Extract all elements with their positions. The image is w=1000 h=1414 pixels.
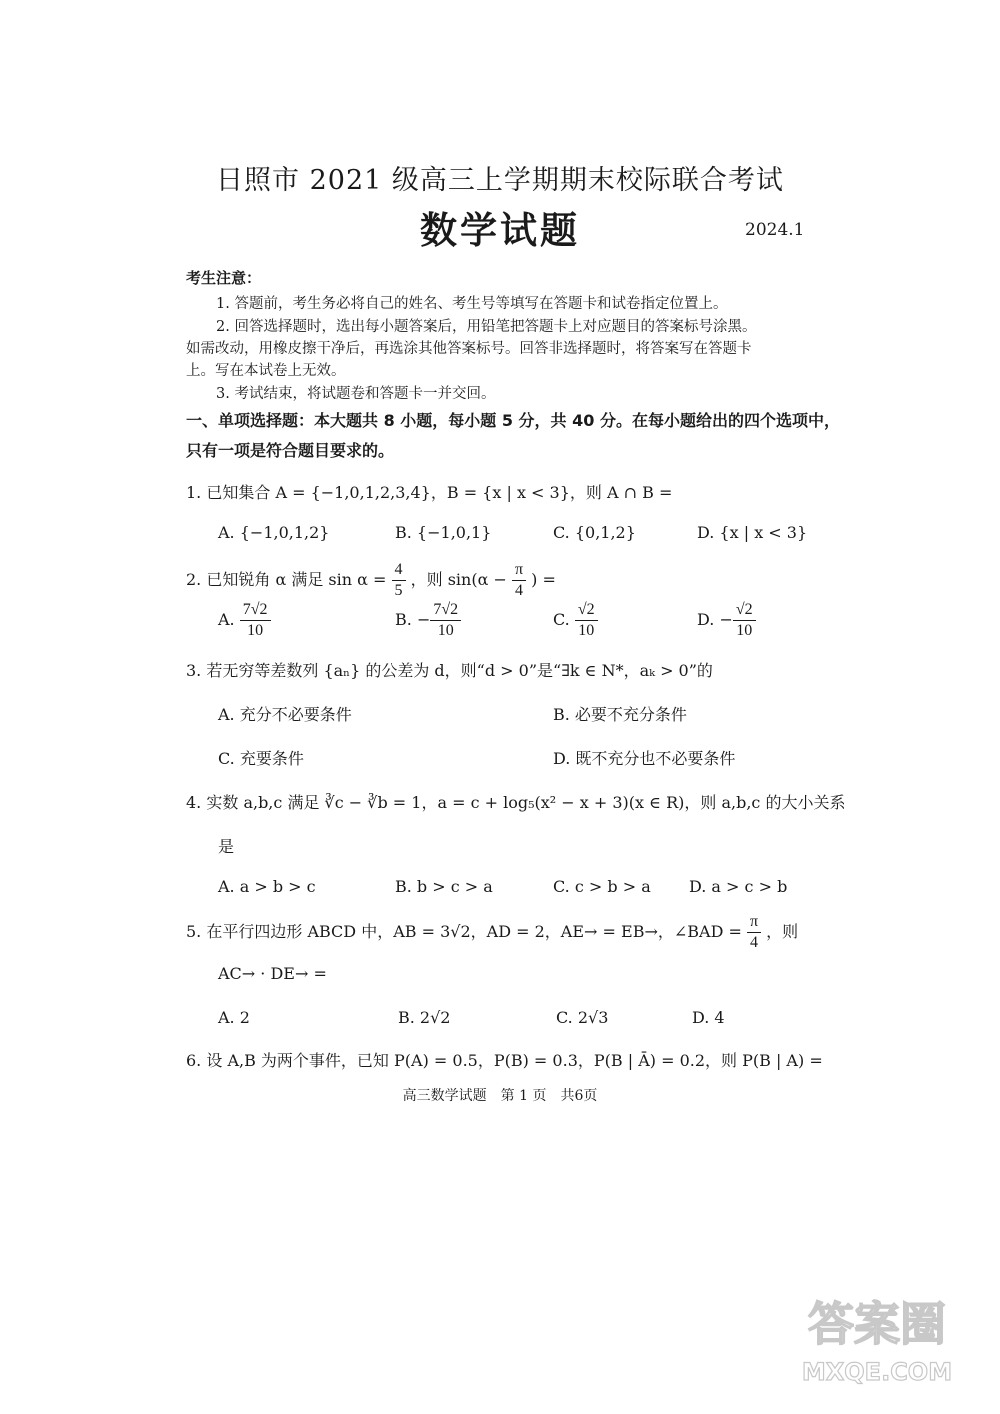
question-4-option-c: C. c > b > a (553, 877, 651, 896)
exam-subtitle: 数学试题 (420, 209, 580, 252)
question-4-option-a: A. a > b > c (218, 877, 316, 896)
watermark-text: 答案圈 (808, 1297, 946, 1351)
question-2-fraction-1: $\frac{4}{5}$ (392, 560, 406, 601)
question-5-stem-pre: 5. 在平行四边形 ABCD 中，AB = 3√2，AD = 2，AE→ = EB→，∠BAD = (186, 922, 742, 941)
question-3-option-c: C. 充要条件 (218, 749, 304, 768)
question-1-option-a: A. {−1,0,1,2} (218, 523, 330, 542)
question-2-option-c: C. $\frac{√2}{10}$ (553, 600, 598, 641)
question-5-option-a: A. 2 (218, 1008, 250, 1027)
page-footer: 高三数学试题 第 1 页 共6页 (402, 1088, 598, 1104)
question-5-stem-post: ，则 (766, 922, 799, 941)
question-5-stem-line-1 (186, 912, 798, 953)
question-4-option-b: B. b > c > a (395, 877, 493, 896)
question-3-option-b: B. 必要不充分条件 (553, 705, 687, 724)
question-1-option-d: D. {x | x < 3} (697, 523, 808, 542)
question-6-stem: 6. 设 A,B 为两个事件，已知 P(A) = 0.5，P(B) = 0.3，P(B | Ā) = 0.2，则 P(B | A) = (186, 1051, 823, 1070)
question-4-stem-line-2: 是 (218, 837, 235, 856)
question-2-stem (186, 560, 556, 601)
question-1-stem: 1. 已知集合 A = {−1,0,1,2,3,4}，B = {x | x < 3}，则 A ∩ B = (186, 483, 673, 502)
notice-item-2-line-3: 上。写在本试卷上无效。 (186, 363, 346, 379)
section-1-heading-line-1: 一、单项选择题：本大题共 8 小题，每小题 5 分，共 40 分。在每小题给出的四个选项中， (186, 411, 840, 430)
question-1-option-c: C. {0,1,2} (553, 523, 636, 542)
watermark-logo (782, 1282, 972, 1392)
question-5-option-c: C. 2√3 (556, 1008, 609, 1027)
question-5-option-d: D. 4 (692, 1008, 725, 1027)
question-5-option-b: B. 2√2 (398, 1008, 451, 1027)
watermark-url: MXQE.COM (801, 1358, 953, 1386)
question-2-option-d: D. − $\frac{√2}{10}$ (697, 600, 756, 641)
question-2-fraction-2: $\frac{\pi}{4}$ (512, 560, 526, 601)
notice-heading: 考生注意： (186, 269, 262, 287)
question-3-option-d: D. 既不充分也不必要条件 (553, 749, 736, 768)
notice-item-3: 3. 考试结束，将试题卷和答题卡一并交回。 (216, 386, 496, 402)
question-5-fraction: $\frac{\pi}{4}$ (747, 912, 761, 953)
notice-item-1: 1. 答题前，考生务必将自己的姓名、考生号等填写在答题卡和试卷指定位置上。 (216, 296, 728, 312)
question-2-stem-pre: 2. 已知锐角 α 满足 sin α = (186, 570, 387, 589)
question-3-stem: 3. 若无穷等差数列 {aₙ} 的公差为 d，则“d > 0”是“∃k ∈ N*，aₖ > 0”的 (186, 661, 713, 680)
question-5-stem-line-2: AC→ · DE→ = (218, 964, 327, 983)
notice-item-2-line-2: 如需改动，用橡皮擦干净后，再选涂其他答案标号。回答非选择题时，将答案写在答题卡 (186, 341, 752, 357)
question-2-stem-post: ) = (531, 570, 556, 589)
exam-date: 2024.1 (745, 220, 805, 240)
question-2-option-a: A. $\frac{7√2}{10}$ (218, 600, 271, 641)
section-1-heading-line-2: 只有一项是符合题目要求的。 (186, 441, 395, 460)
exam-title: 日照市 2021 级高三上学期期末校际联合考试 (216, 165, 784, 196)
question-4-stem-line-1: 4. 实数 a,b,c 满足 ∛c − ∛b = 1，a = c + log₅(x² − x + 3)(x ∈ R)，则 a,b,c 的大小关系 (186, 793, 846, 812)
question-4-option-d: D. a > c > b (689, 877, 788, 896)
question-1-option-b: B. {−1,0,1} (395, 523, 492, 542)
notice-item-2-line-1: 2. 回答选择题时，选出每小题答案后，用铅笔把答题卡上对应题目的答案标号涂黑。 (216, 319, 757, 335)
question-2-option-b: B. − $\frac{7√2}{10}$ (395, 600, 461, 641)
question-2-stem-mid: ，则 sin(α − (410, 570, 507, 589)
question-3-option-a: A. 充分不必要条件 (218, 705, 352, 724)
